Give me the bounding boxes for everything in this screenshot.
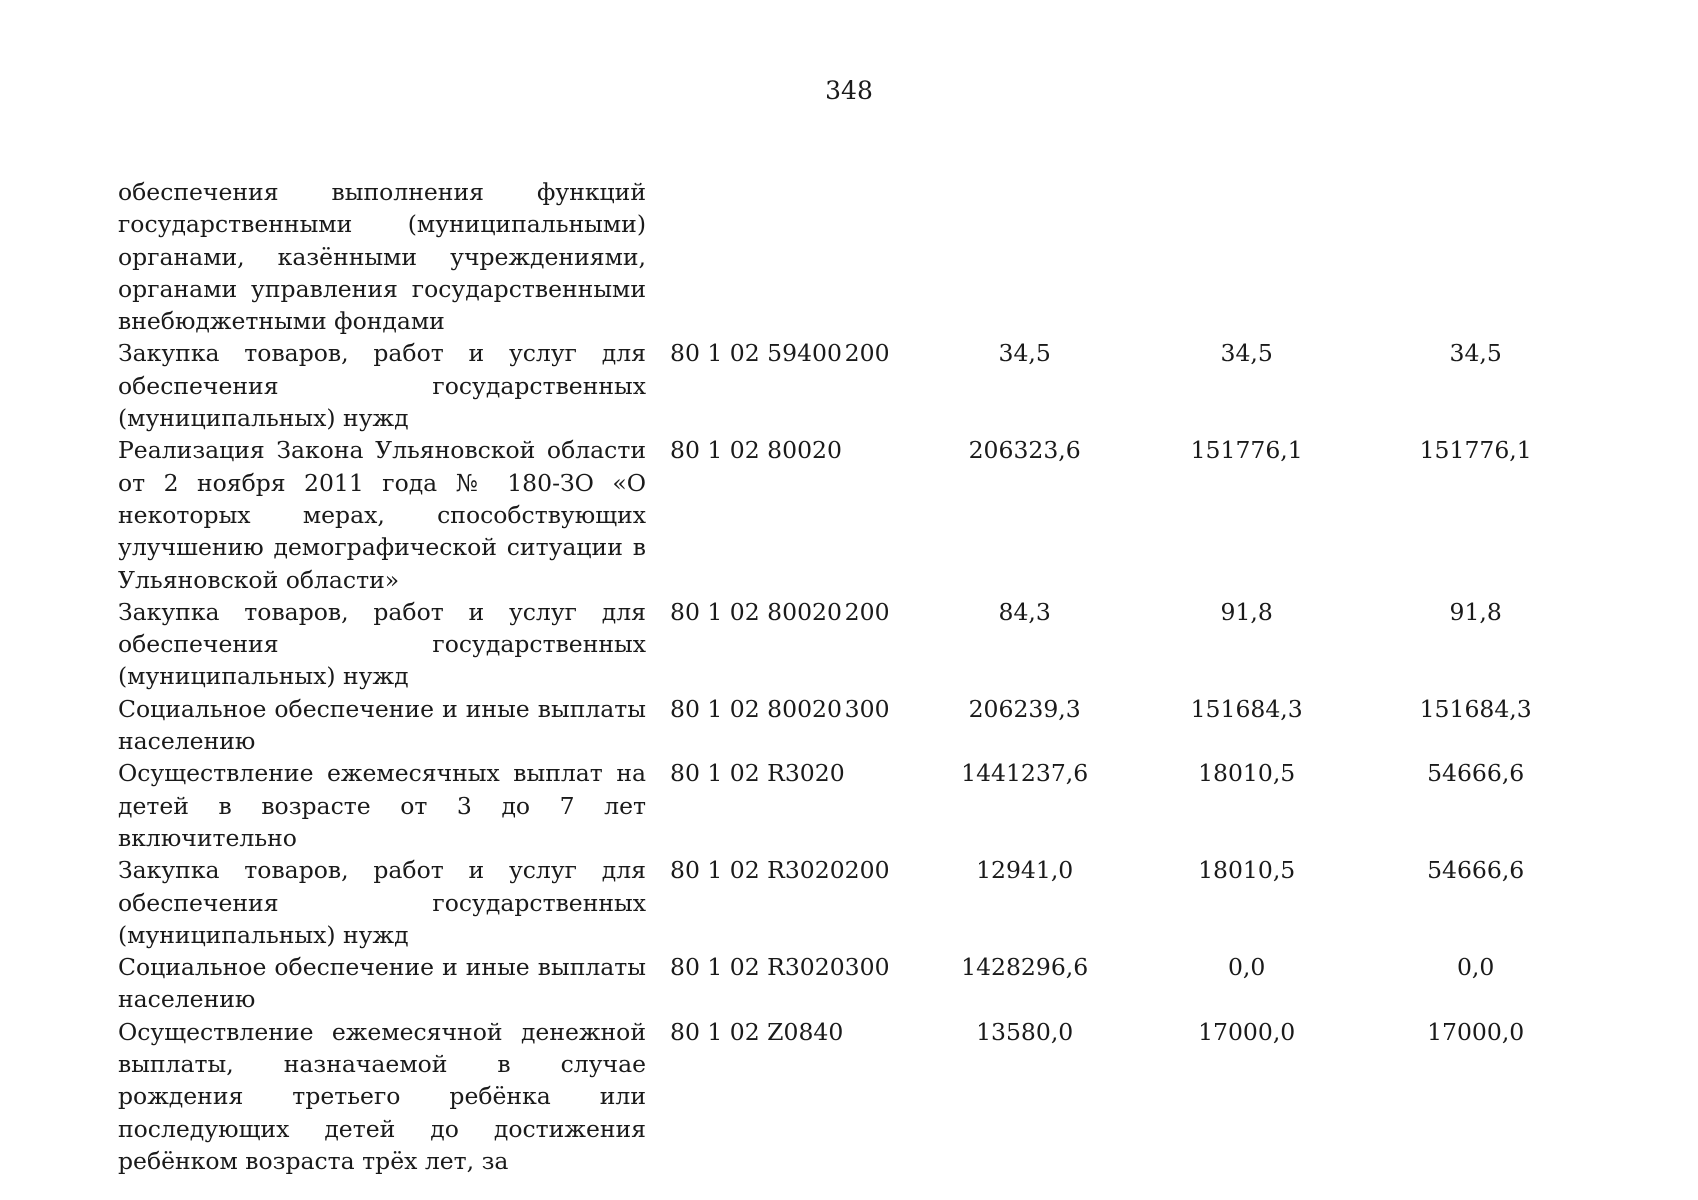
row-amount-year-1 [915, 176, 1135, 337]
row-amount-year-1: 206239,3 [968, 694, 1081, 723]
table-row [118, 1016, 1593, 1177]
row-amount-year-3: 0,0 [1456, 953, 1495, 982]
row-vr-code [845, 757, 915, 854]
row-amount-year-2: 34,5 [1220, 339, 1273, 368]
row-name: Закупка товаров, работ и услуг для обеспечения государственных (муниципальных) нужд [118, 856, 646, 949]
row-csr-code: 80 1 02 80020 [670, 597, 842, 626]
table-row [118, 176, 1593, 337]
row-amount-year-2: 151776,1 [1190, 436, 1303, 465]
table-row [118, 951, 1593, 1016]
row-amount-year-3: 54666,6 [1427, 856, 1525, 885]
row-amount-year-3: 17000,0 [1427, 1017, 1525, 1046]
row-amount-year-1: 12941,0 [976, 856, 1074, 885]
row-amount-year-3: 54666,6 [1427, 759, 1525, 788]
row-amount-year-1: 1428296,6 [961, 953, 1089, 982]
row-amount-year-3 [1359, 176, 1593, 337]
row-name: Социальное обеспечение и иные выплаты населению [118, 953, 646, 1014]
row-csr-code [646, 176, 845, 337]
row-name: Осуществление ежемесячных выплат на детей в возрасте от 3 до 7 лет включительно [118, 759, 646, 852]
row-vr-code [845, 1016, 915, 1177]
row-amount-year-3: 151776,1 [1419, 436, 1532, 465]
row-name: Социальное обеспечение и иные выплаты населению [118, 694, 646, 756]
budget-table [118, 176, 1593, 1177]
row-csr-code: 80 1 02 Z0840 [670, 1017, 844, 1046]
row-amount-year-2: 91,8 [1220, 597, 1273, 626]
row-csr-code: 80 1 02 R3020 [670, 759, 845, 788]
row-amount-year-3: 151684,3 [1419, 694, 1532, 723]
row-name: Закупка товаров, работ и услуг для обеспечения государственных (муниципальных) нужд [118, 339, 646, 433]
row-amount-year-1: 13580,0 [976, 1017, 1074, 1046]
row-name: Реализация Закона Ульяновской области от 2 ноября 2011 года № 180-ЗО «О некоторых мерах, способствующих улучшению демографической ситуации в Ульяновской области» [118, 436, 646, 594]
row-amount-year-1: 1441237,6 [961, 759, 1089, 788]
row-vr-code: 300 [844, 694, 890, 723]
row-amount-year-1: 206323,6 [968, 436, 1081, 465]
row-name: Закупка товаров, работ и услуг для обеспечения государственных (муниципальных) нужд [118, 597, 646, 691]
row-amount-year-1: 34,5 [998, 339, 1051, 368]
row-vr-code [845, 176, 915, 337]
row-vr-code: 200 [844, 339, 890, 368]
row-csr-code: 80 1 02 59400 [670, 339, 842, 368]
row-amount-year-2: 17000,0 [1198, 1017, 1296, 1046]
row-csr-code: 80 1 02 R3020 [670, 953, 845, 982]
row-vr-code [845, 434, 915, 595]
row-amount-year-2: 151684,3 [1190, 694, 1303, 723]
row-vr-code: 200 [844, 856, 890, 885]
table-row [118, 337, 1593, 434]
table-row [118, 596, 1593, 693]
row-amount-year-3: 34,5 [1449, 339, 1502, 368]
table-row [118, 757, 1593, 854]
row-amount-year-3: 91,8 [1449, 597, 1502, 626]
row-amount-year-2: 18010,5 [1198, 759, 1296, 788]
row-amount-year-2: 18010,5 [1198, 856, 1296, 885]
row-amount-year-1: 84,3 [998, 597, 1051, 626]
row-csr-code: 80 1 02 80020 [670, 694, 842, 723]
row-name: Осуществление ежемесячной денежной выплаты, назначаемой в случае рождения третьего ребёнка или последующих детей до достижения ребёнком возраста трёх лет, за [118, 1017, 646, 1175]
table-row [118, 434, 1593, 595]
row-name: обеспечения выполнения функций государственными (муниципальными) органами, казёнными учреждениями, органами управления государственными внебюджетными фондами [118, 178, 646, 336]
page-number: 348 [825, 76, 873, 105]
row-amount-year-2 [1135, 176, 1359, 337]
table-row [118, 693, 1593, 758]
row-vr-code: 200 [844, 597, 890, 626]
row-amount-year-2: 0,0 [1227, 953, 1266, 982]
row-csr-code: 80 1 02 80020 [670, 436, 842, 465]
table-row [118, 854, 1593, 951]
row-vr-code: 300 [844, 953, 890, 982]
row-csr-code: 80 1 02 R3020 [670, 856, 845, 885]
